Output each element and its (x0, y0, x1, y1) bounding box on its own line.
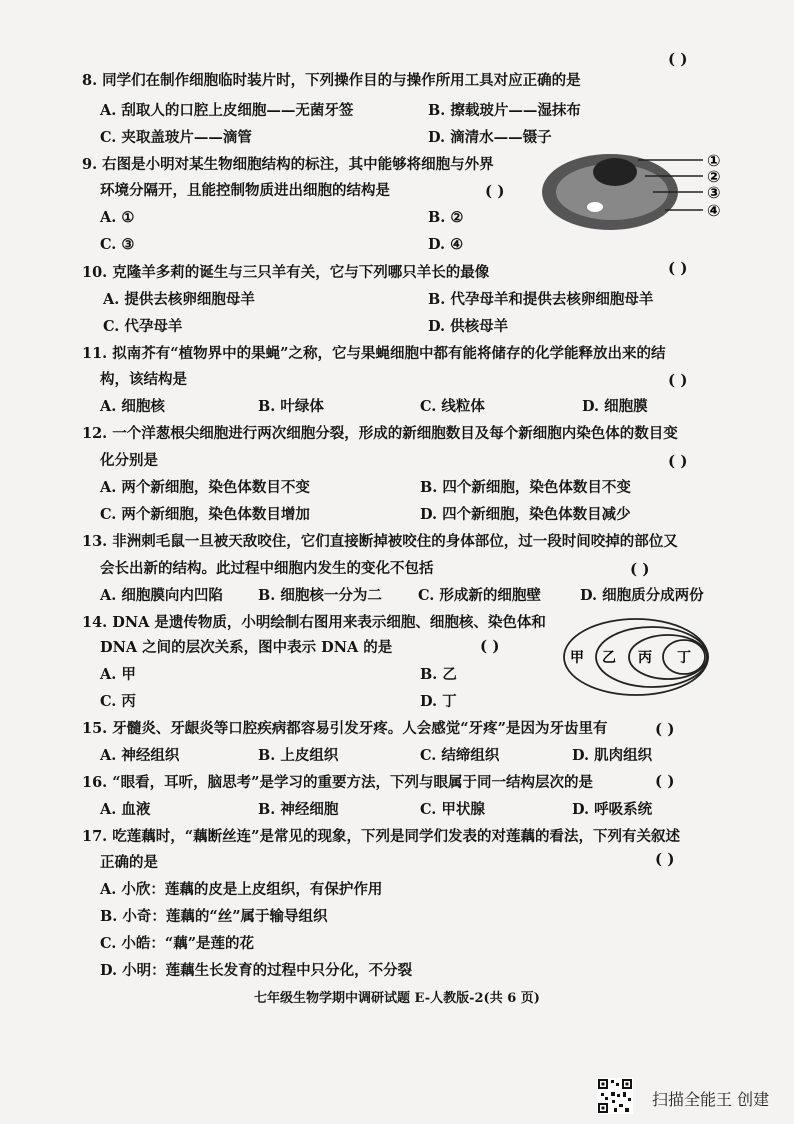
q16-option-c: C. 甲状腺 (420, 801, 485, 818)
question-11-stem: 11. 拟南芥有“植物界中的果蝇”之称，它与果蝇细胞中都有能将储存的化学能释放出来的结 (82, 345, 666, 362)
cell-label-3: ③ (707, 183, 721, 202)
answer-paren-q17: ( ) (655, 850, 675, 868)
answer-paren-q12: ( ) (668, 452, 688, 470)
q10-option-a: A. 提供去核卵细胞母羊 (103, 291, 255, 308)
q14-option-b: B. 乙 (420, 666, 457, 683)
question-16-stem: 16. “眼看，耳听，脑思考”是学习的重要方法，下列与眼属于同一结构层次的是 (82, 774, 593, 791)
answer-paren-q13: ( ) (630, 560, 650, 578)
q12-option-a: A. 两个新细胞，染色体数目不变 (100, 479, 310, 496)
q8-option-b: B. 擦载玻片——湿抹布 (428, 102, 581, 119)
scanner-watermark: 扫描全能王 创建 (652, 1090, 770, 1109)
question-17-stem-cont: 正确的是 (100, 854, 158, 871)
q8-option-a: A. 刮取人的口腔上皮细胞——无菌牙签 (100, 102, 354, 119)
question-11-stem-cont: 构，该结构是 (100, 371, 187, 388)
cell-label-1: ① (707, 151, 721, 170)
q15-option-b: B. 上皮组织 (258, 747, 339, 764)
q12-option-b: B. 四个新细胞，染色体数目不变 (420, 479, 631, 496)
q14-option-a: A. 甲 (100, 666, 136, 683)
circle-label-yi: 乙 (602, 650, 616, 666)
q10-option-c: C. 代孕母羊 (103, 318, 183, 335)
q14-option-d: D. 丁 (420, 693, 457, 710)
cell-label-4: ④ (707, 201, 721, 220)
q11-option-b: B. 叶绿体 (258, 398, 324, 415)
nucleus (587, 202, 603, 212)
answer-paren-q16: ( ) (655, 772, 675, 790)
answer-paren-q15: ( ) (655, 720, 675, 738)
question-12-stem: 12. 一个洋葱根尖细胞进行两次细胞分裂，形成的新细胞数目及每个新细胞内染色体的数目变 (82, 425, 678, 442)
question-9-stem: 9. 右图是小明对某生物细胞结构的标注，其中能够将细胞与外界 (82, 156, 494, 173)
q11-option-a: A. 细胞核 (100, 398, 165, 415)
circle-label-jia: 甲 (570, 650, 584, 666)
question-10-stem: 10. 克隆羊多莉的诞生与三只羊有关，它与下列哪只羊长的最像 (82, 264, 490, 281)
answer-paren-q10: ( ) (668, 259, 688, 277)
question-8-stem: 8. 同学们在制作细胞临时装片时，下列操作目的与操作所用工具对应正确的是 (82, 72, 581, 89)
q17-option-d: D. 小明：莲藕生长发育的过程中只分化，不分裂 (100, 962, 413, 979)
q16-option-d: D. 呼吸系统 (572, 801, 653, 818)
qr-code-icon (597, 1078, 633, 1114)
q14-option-c: C. 丙 (100, 693, 136, 710)
cell-label-2: ② (707, 167, 721, 186)
answer-paren-top: ( ) (668, 50, 688, 68)
answer-paren-q14: ( ) (480, 637, 500, 655)
q11-option-d: D. 细胞膜 (582, 398, 648, 415)
q15-option-d: D. 肌肉组织 (572, 747, 653, 764)
circle-label-ding: 丁 (677, 650, 691, 666)
question-12-stem-cont: 化分别是 (100, 452, 158, 469)
nested-circles-diagram (562, 617, 712, 697)
page-footer: 七年级生物学期中调研试题 E-人教版-2(共 6 页) (254, 991, 540, 1006)
question-15-stem: 15. 牙髓炎、牙龈炎等口腔疾病都容易引发牙疼。人会感觉“牙疼”是因为牙齿里有 (82, 720, 608, 737)
q16-option-b: B. 神经细胞 (258, 801, 339, 818)
question-14-stem: 14. DNA 是遗传物质，小明绘制右图用来表示细胞、细胞核、染色体和 (82, 614, 546, 631)
question-13-stem-cont: 会长出新的结构。此过程中细胞内发生的变化不包括 (100, 560, 434, 577)
answer-paren-q9: ( ) (485, 182, 505, 200)
question-9-stem-cont: 环境分隔开，且能控制物质进出细胞的结构是 (100, 182, 390, 199)
question-17-stem: 17. 吃莲藕时，“藕断丝连”是常见的现象，下列是同学们发表的对莲藕的看法，下列有关叙述 (82, 828, 680, 845)
q10-option-b: B. 代孕母羊和提供去核卵细胞母羊 (428, 291, 654, 308)
q13-option-c: C. 形成新的细胞壁 (418, 587, 541, 604)
q15-option-a: A. 神经组织 (100, 747, 180, 764)
q8-option-d: D. 滴清水——镊子 (428, 129, 552, 146)
q12-option-d: D. 四个新细胞，染色体数目减少 (420, 506, 631, 523)
q10-option-d: D. 供核母羊 (428, 318, 509, 335)
question-14-stem-cont: DNA 之间的层次关系，图中表示 DNA 的是 (100, 639, 393, 656)
q17-option-c: C. 小皓：“藕”是莲的花 (100, 935, 255, 952)
q13-option-d: D. 细胞质分成两份 (580, 587, 704, 604)
q8-option-c: C. 夹取盖玻片——滴管 (100, 129, 252, 146)
q13-option-a: A. 细胞膜向内凹陷 (100, 587, 223, 604)
circle-label-bing: 丙 (638, 650, 652, 666)
q9-option-a: A. ① (100, 209, 135, 226)
cell-structure-diagram (535, 142, 735, 257)
q16-option-a: A. 血液 (100, 801, 151, 818)
q9-option-d: D. ④ (428, 236, 464, 253)
answer-paren-q11: ( ) (668, 371, 688, 389)
vacuole (593, 158, 637, 186)
q15-option-c: C. 结缔组织 (420, 747, 500, 764)
q9-option-c: C. ③ (100, 236, 135, 253)
q9-option-b: B. ② (428, 209, 464, 226)
q13-option-b: B. 细胞核一分为二 (258, 587, 382, 604)
q17-option-a: A. 小欣：莲藕的皮是上皮组织，有保护作用 (100, 881, 383, 898)
question-13-stem: 13. 非洲刺毛鼠一旦被天敌咬住，它们直接断掉被咬住的身体部位，过一段时间咬掉的部位又 (82, 533, 678, 550)
q12-option-c: C. 两个新细胞，染色体数目增加 (100, 506, 310, 523)
q17-option-b: B. 小奇：莲藕的“丝”属于输导组织 (100, 908, 328, 925)
q11-option-c: C. 线粒体 (420, 398, 485, 415)
